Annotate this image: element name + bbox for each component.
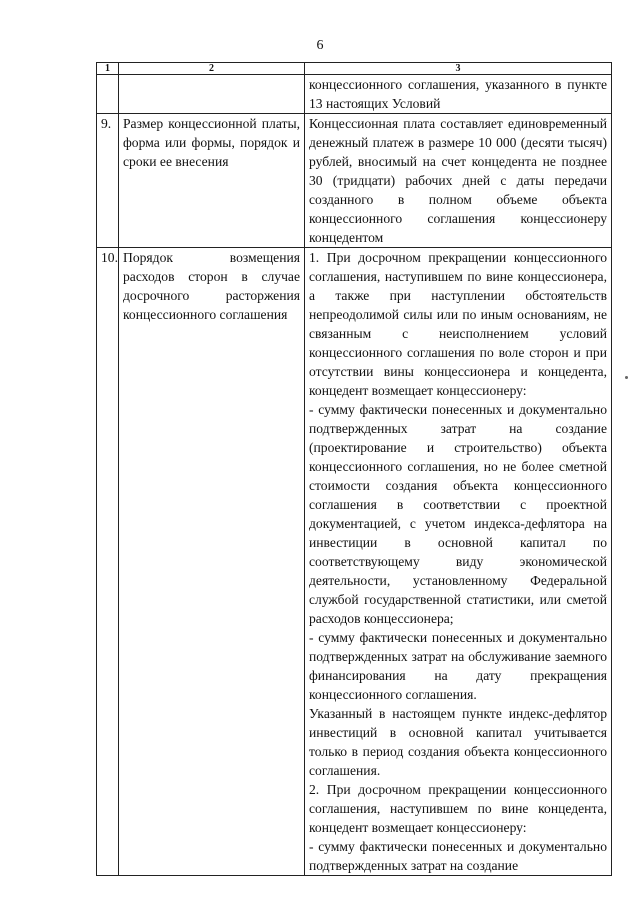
row-content [305, 75, 612, 114]
table-row [97, 114, 612, 248]
column-header-1: 1 [97, 63, 119, 75]
table-header-row [97, 63, 612, 75]
table-row [97, 75, 612, 114]
row-number [97, 75, 119, 114]
row-title [119, 75, 305, 114]
scan-speck [625, 376, 628, 379]
column-header-2: 2 [119, 63, 305, 75]
paragraph: концессионного соглашения, указанного в пункте 13 настоящих Условий [309, 77, 607, 111]
paragraph: 2. При досрочном прекращении концессионного соглашения, наступившем по вине концедента, концедент возмещает концессионеру: [309, 782, 607, 835]
row-content [305, 248, 612, 876]
row-number: 9. [97, 114, 119, 248]
page-number: 6 [316, 38, 324, 53]
paragraph: - сумму фактически понесенных и документально подтвержденных затрат на обслуживание заемного финансирования на дату прекращения концессионного соглашения. [309, 630, 607, 702]
row-content [305, 114, 612, 248]
paragraph: - сумму фактически понесенных и документально подтвержденных затрат на создание (проектирование и строительство) объекта концессионного соглашения, но не более сметной стоимости создания объекта концессионного соглашения в соответствии с проектной документацией, с учетом индекса-дефлятора на инвестиции в основной капитал по соответствующему виду экономической деятельности, установленному Федеральной службой государственной статистики, или сметой расходов концессионера; [309, 402, 607, 626]
paragraph: - сумму фактически понесенных и документально подтвержденных затрат на создание [309, 839, 607, 873]
paragraph: Указанный в настоящем пункте индекс-дефлятор инвестиций в основной капитал учитывается только в период создания объекта концессионного соглашения. [309, 706, 607, 778]
paragraph: 1. При досрочном прекращении концессионного соглашения, наступившем по вине концессионера, а также при наступлении обстоятельств непреодолимой силы или по иным основаниям, не связанным с неисполнением условий концессионного соглашения по воле сторон и при отсутствии вины концессионера и концедента, концедент возмещает концессионеру: [309, 250, 607, 398]
paragraph: Концессионная плата составляет единовременный денежный платеж в размере 10 000 (десяти тысяч) рублей, вносимый на счет концедента не позднее 30 (тридцати) рабочих дней с даты передачи созданного в полном объеме объекта концессионного соглашения концессионеру концедентом [309, 116, 607, 245]
row-title: Размер концессионной платы, форма или формы, порядок и сроки ее внесения [119, 114, 305, 248]
column-header-3: 3 [305, 63, 612, 75]
row-number: 10. [97, 248, 119, 876]
table-row [97, 248, 612, 876]
conditions-table [96, 62, 612, 876]
row-title: Порядок возмещения расходов сторон в случае досрочного расторжения концессионного соглашения [119, 248, 305, 876]
